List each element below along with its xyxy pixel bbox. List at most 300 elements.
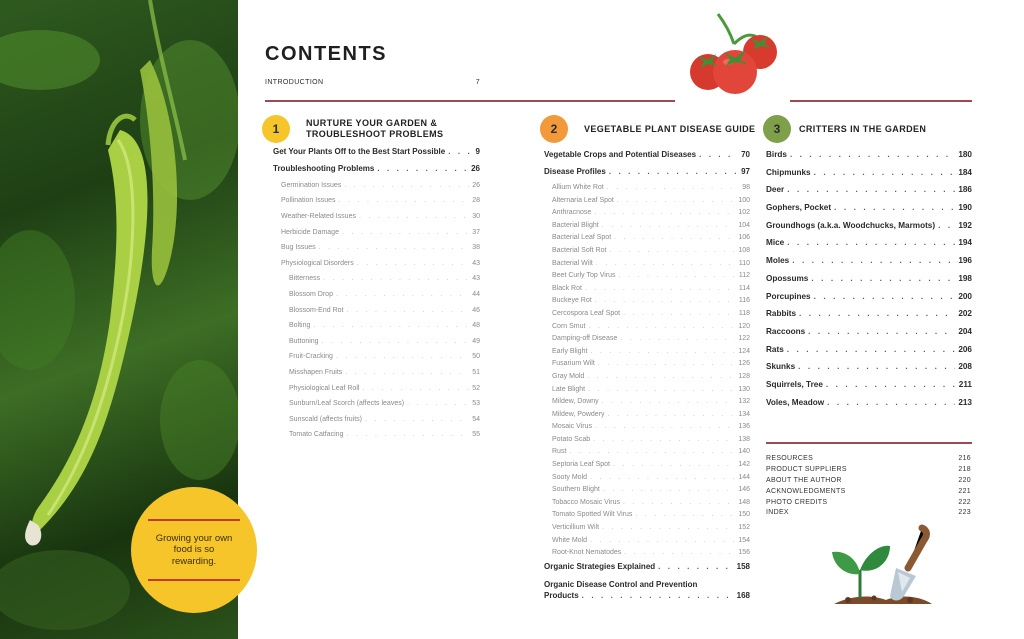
leader-dots — [313, 322, 469, 329]
toc-subentry[interactable] — [544, 486, 750, 499]
toc-subentry[interactable] — [273, 229, 480, 245]
toc-subentry[interactable] — [544, 537, 750, 550]
leader-dots — [323, 275, 469, 282]
toc-entry-title: Allium White Rot — [552, 184, 604, 191]
intro-page: 7 — [475, 79, 480, 86]
toc-entry-page: 9 — [475, 147, 480, 156]
toc-subentry[interactable] — [544, 373, 750, 386]
toc-entry-title: Groundhogs (a.k.a. Woodchucks, Marmots) — [766, 220, 936, 230]
leader-dots — [614, 234, 735, 241]
toc-entry-title: Southern Blight — [552, 486, 600, 494]
section-2-toc — [544, 150, 750, 601]
toc-subentry[interactable] — [273, 385, 480, 401]
toc-entry-title: Voles, Meadow — [766, 397, 825, 407]
leader-dots — [362, 385, 469, 392]
toc-entry-page: 46 — [472, 306, 480, 314]
toc-entry-page: 128 — [738, 372, 750, 380]
toc-subentry[interactable] — [273, 400, 480, 416]
leader-dots — [590, 474, 735, 481]
toc-entry-title: Deer — [766, 185, 785, 195]
toc-entry-title: Organic Strategies Explained — [544, 561, 656, 571]
toc-entry-page: 136 — [738, 423, 750, 431]
toc-entry-title: Bitterness — [289, 275, 321, 283]
toc-entry-title: Sooty Mold — [552, 473, 588, 481]
toc-entry-title: Herbicide Damage — [281, 228, 339, 236]
leader-dots — [595, 297, 736, 304]
toc-entry-title: Vegetable Crops and Potential Diseases — [544, 150, 697, 159]
toc-entry-title: Disease Profiles — [544, 167, 606, 176]
toc-subentry[interactable] — [544, 524, 750, 537]
leader-dots — [596, 260, 736, 267]
toc-subentry[interactable] — [273, 197, 480, 213]
section-1-heading — [262, 115, 443, 143]
leader-dots — [336, 291, 469, 298]
toc-entry-page: 126 — [738, 360, 750, 368]
toc-entry-page: 180 — [958, 150, 972, 159]
toc-subentry[interactable] — [544, 411, 750, 424]
toc-entry-page: 156 — [738, 549, 750, 557]
tomato-icon — [688, 10, 780, 98]
toc-entry-page: 52 — [472, 384, 480, 392]
toc-entry-page: 213 — [958, 397, 972, 407]
toc-subentry[interactable] — [544, 234, 750, 247]
toc-entry-title: Blossom-End Rot — [289, 306, 344, 314]
leader-dots — [787, 185, 955, 194]
toc-entry-page: 192 — [958, 220, 972, 230]
toc-entry-title: Early Blight — [552, 347, 588, 355]
toc-entry-title: Sunburn/Leaf Scorch (affects leaves) — [289, 400, 405, 408]
toc-entry-page: 26 — [471, 164, 480, 174]
toc-entry-page: 122 — [738, 335, 750, 343]
toc-entry-title: Buckeye Rot — [552, 297, 592, 305]
leader-dots — [357, 260, 469, 267]
toc-entry-page: 196 — [958, 256, 972, 266]
toc-subentry[interactable] — [544, 511, 750, 524]
toc-subentry[interactable] — [273, 431, 480, 447]
toc-entry-page: 194 — [958, 238, 972, 248]
toc-entry-page: 26 — [472, 181, 480, 189]
toc-entry-page: 146 — [738, 486, 750, 494]
toc-subentry[interactable] — [273, 213, 480, 229]
toc-entry-title: Squirrels, Tree — [766, 379, 823, 389]
toc-entry-title: Sunscald (affects fruits) — [289, 415, 363, 423]
toc-subentry[interactable] — [544, 348, 750, 361]
leader-dots — [808, 327, 955, 336]
toc-subentry[interactable] — [544, 323, 750, 336]
leader-dots — [590, 348, 735, 355]
toc-entry-page: 152 — [738, 524, 750, 532]
toc-entry-page: 55 — [472, 431, 480, 439]
toc-entry-title: Rabbits — [766, 309, 797, 319]
toc-entry-page: 120 — [738, 322, 750, 330]
toc-entry-title: Fusarium Wilt — [552, 360, 595, 368]
leader-dots — [826, 380, 956, 389]
back-matter-entry[interactable] — [766, 455, 971, 466]
leader-dots — [787, 238, 955, 247]
back-matter-page: 216 — [958, 455, 971, 462]
toc-subentry[interactable] — [544, 335, 750, 348]
toc-subentry[interactable] — [273, 182, 480, 198]
leader-dots — [834, 203, 955, 212]
toc-entry-title: Troubleshooting Problems — [273, 164, 375, 174]
toc-subentry[interactable] — [544, 247, 750, 260]
toc-entry-page: 124 — [738, 347, 750, 355]
sprout-and-trowel-icon — [830, 524, 934, 610]
toc-entry-title: Rats — [766, 344, 784, 354]
toc-entry-page: 184 — [958, 167, 972, 177]
leader-dots — [619, 272, 736, 279]
toc-entry-title: Organic Disease Control and Prevention — [544, 579, 698, 589]
back-matter-entry[interactable] — [766, 477, 971, 488]
toc-entry[interactable] — [766, 203, 972, 221]
leader-dots — [590, 537, 735, 544]
toc-entry-title: Raccoons — [766, 326, 806, 336]
toc-entry-title: Skunks — [766, 362, 796, 372]
toc-subentry[interactable] — [544, 461, 750, 474]
leader-dots — [658, 562, 733, 571]
toc-subentry[interactable] — [273, 369, 480, 385]
leader-dots — [365, 416, 469, 423]
leader-dots — [613, 461, 735, 468]
toc-subentry[interactable] — [544, 423, 750, 436]
toc-subentry[interactable] — [544, 272, 750, 285]
leader-dots — [623, 499, 735, 506]
toc-entry-page: 53 — [472, 400, 480, 408]
toc-entry[interactable] — [766, 221, 972, 239]
quote-rule-top — [148, 519, 240, 521]
toc-subentry[interactable] — [544, 310, 750, 323]
toc-subentry[interactable] — [273, 322, 480, 338]
toc-entry-page: 102 — [738, 209, 750, 217]
toc-entry-title: Tobacco Mosaic Virus — [552, 498, 620, 506]
back-matter-label: RESOURCES — [766, 455, 814, 462]
toc-entry-title: White Mold — [552, 536, 588, 544]
toc-entry-page: 43 — [472, 275, 480, 283]
toc-subentry[interactable] — [273, 275, 480, 291]
toc-subentry[interactable] — [544, 386, 750, 399]
leader-dots — [585, 285, 736, 292]
toc-entry-title: Bacterial Leaf Spot — [552, 234, 612, 242]
toc-entry[interactable] — [766, 274, 972, 292]
toc-entry-title: Blossom Drop — [289, 290, 333, 298]
toc-entry-title: Septoria Leaf Spot — [552, 461, 610, 469]
toc-entry-page: 37 — [472, 228, 480, 236]
toc-subentry[interactable] — [273, 260, 480, 276]
toc-entry-page: 112 — [738, 272, 750, 280]
section-2-title: VEGETABLE PLANT DISEASE GUIDE — [584, 123, 756, 134]
back-matter-label: PRODUCT SUPPLIERS — [766, 465, 847, 473]
toc-entry-title: Tomato Spotted Wilt Virus — [552, 511, 633, 519]
toc-entry-page: 38 — [472, 244, 480, 252]
leader-dots — [319, 244, 470, 251]
toc-subentry[interactable] — [273, 307, 480, 323]
toc-entry-title: Bolting — [289, 322, 311, 330]
leader-dots — [377, 164, 468, 173]
toc-entry-title: Bug Issues — [281, 244, 316, 252]
toc-entry-title: Chipmunks — [766, 167, 811, 177]
section-3-title: CRITTERS IN THE GARDEN — [799, 123, 927, 134]
toc-subentry[interactable] — [544, 360, 750, 373]
intro-entry[interactable] — [265, 79, 480, 86]
toc-entry-page: 158 — [736, 561, 750, 571]
intro-label: INTRODUCTION — [265, 79, 324, 86]
toc-entry-page: 104 — [738, 221, 750, 229]
leader-dots — [624, 549, 735, 556]
toc-entry-page: 44 — [472, 290, 480, 298]
toc-subentry[interactable] — [544, 436, 750, 449]
leader-dots — [322, 338, 470, 345]
toc-entry-page: 100 — [738, 196, 750, 204]
back-matter-page: 222 — [958, 498, 971, 506]
toc-entry-title: Cercospora Leaf Spot — [552, 309, 621, 317]
leader-dots — [359, 213, 469, 220]
toc-entry-title: Potato Scab — [552, 435, 591, 443]
quote-rule-bottom — [148, 579, 240, 581]
leader-dots — [603, 486, 735, 493]
leader-dots — [609, 167, 738, 176]
toc-entry-page: 138 — [738, 435, 750, 443]
back-matter-page: 223 — [958, 509, 971, 517]
toc-entry-page: 114 — [738, 284, 750, 292]
toc-entry-title: Physiological Disorders — [281, 259, 354, 267]
toc-entry[interactable] — [766, 309, 972, 327]
leader-dots — [787, 345, 956, 354]
leader-dots — [588, 323, 735, 330]
toc-entry-title: Bacterial Blight — [552, 221, 599, 229]
toc-entry-title: Mosaic Virus — [552, 423, 592, 431]
leader-dots — [938, 221, 955, 230]
section-3-badge: 3 — [763, 115, 791, 143]
leader-dots — [342, 229, 469, 236]
toc-entry[interactable] — [273, 164, 480, 181]
toc-entry-page: 202 — [958, 309, 972, 319]
toc-subentry[interactable] — [544, 474, 750, 487]
toc-entry-title: Alternaria Leaf Spot — [552, 196, 614, 204]
toc-subentry[interactable] — [544, 260, 750, 273]
toc-entry-page: 206 — [958, 344, 972, 354]
leader-dots — [609, 247, 735, 254]
toc-entry-title: Mice — [766, 238, 785, 248]
page-title: CONTENTS — [265, 43, 387, 65]
leader-dots — [635, 511, 735, 518]
toc-entry-title: Get Your Plants Off to the Best Start Possible — [273, 147, 446, 156]
back-matter-entry[interactable] — [766, 466, 971, 477]
leader-dots — [346, 307, 469, 314]
toc-entry-page: 150 — [738, 511, 750, 519]
toc-subentry[interactable] — [273, 353, 480, 369]
section-3-toc — [766, 150, 972, 415]
toc-entry-page: 211 — [958, 379, 972, 389]
toc-entry[interactable] — [544, 562, 750, 579]
toc-entry-title: Porcupines — [766, 291, 811, 301]
leader-dots — [617, 197, 735, 204]
toc-entry-title: Physiological Leaf Roll — [289, 384, 360, 392]
leader-dots — [623, 310, 736, 317]
toc-entry-page: 43 — [472, 259, 480, 267]
toc-entry-page: 140 — [738, 448, 750, 456]
toc-entry-title: Bacterial Soft Rot — [552, 246, 607, 254]
section-1-badge: 1 — [262, 115, 290, 143]
leader-dots — [814, 292, 956, 301]
leader-dots — [582, 591, 734, 600]
toc-entry-page: 168 — [736, 591, 750, 601]
toc-entry[interactable] — [544, 579, 750, 601]
toc-subentry[interactable] — [544, 398, 750, 411]
toc-subentry[interactable] — [544, 184, 750, 197]
toc-subentry[interactable] — [544, 197, 750, 210]
toc-entry-page: 190 — [958, 203, 972, 213]
leader-dots — [827, 398, 955, 407]
toc-entry[interactable] — [766, 150, 972, 168]
leader-dots — [594, 209, 735, 216]
toc-subentry[interactable] — [544, 209, 750, 222]
leader-dots — [602, 398, 736, 405]
toc-entry-page: 98 — [742, 184, 750, 191]
toc-entry[interactable] — [766, 345, 972, 363]
back-matter-page: 218 — [958, 465, 971, 473]
toc-entry[interactable] — [766, 256, 972, 274]
rule-right — [790, 100, 972, 102]
leader-dots — [602, 222, 736, 229]
leader-dots — [345, 369, 469, 376]
toc-entry-title: Pollination Issues — [281, 197, 336, 205]
section-2-badge: 2 — [540, 115, 568, 143]
leader-dots — [588, 386, 735, 393]
toc-subentry[interactable] — [273, 416, 480, 432]
toc-entry-title: Weather-Related Issues — [281, 212, 356, 220]
toc-entry-page: 50 — [472, 353, 480, 361]
leader-dots — [792, 256, 955, 265]
rule-back-matter — [766, 442, 972, 444]
toc-entry-page: 110 — [738, 259, 750, 267]
toc-entry-title: Opossums — [766, 273, 809, 283]
toc-subentry[interactable] — [273, 291, 480, 307]
toc-entry-title: Bacterial Wilt — [552, 259, 593, 267]
toc-entry[interactable] — [766, 380, 972, 398]
section-1-title: NURTURE YOUR GARDEN & TROUBLESHOOT PROBLEMS — [306, 118, 444, 139]
leader-dots — [344, 182, 469, 189]
toc-entry[interactable] — [766, 362, 972, 380]
toc-entry-title: Root-Knot Nematodes — [552, 549, 622, 557]
toc-entry-page: 134 — [738, 410, 750, 418]
back-matter-label: ABOUT THE AUTHOR — [766, 476, 842, 484]
leader-dots — [346, 431, 469, 438]
back-matter-label: INDEX — [766, 509, 789, 517]
toc-subentry[interactable] — [544, 297, 750, 310]
toc-entry-title: Gophers, Pocket — [766, 203, 832, 213]
back-matter-entry[interactable] — [766, 488, 971, 499]
back-matter-page: 221 — [958, 487, 971, 495]
toc-entry[interactable] — [544, 150, 750, 167]
toc-entry-title: Germination Issues — [281, 181, 342, 189]
toc-subentry[interactable] — [544, 499, 750, 512]
toc-entry[interactable] — [766, 238, 972, 256]
toc-entry-title: Mildew, Downy — [552, 398, 599, 406]
toc-entry-page: 186 — [958, 185, 972, 195]
back-matter-label: PHOTO CREDITS — [766, 498, 828, 506]
section-3-heading — [763, 115, 926, 143]
toc-entry-title: Moles — [766, 256, 790, 266]
back-matter-list — [766, 455, 971, 520]
section-2-heading — [540, 115, 755, 143]
toc-entry-title: Tomato Catfacing — [289, 431, 344, 439]
leader-dots — [595, 423, 735, 430]
toc-entry-page: 148 — [738, 498, 750, 506]
toc-entry-title: Birds — [766, 150, 787, 159]
toc-entry-title: Verticillium Wilt — [552, 524, 600, 532]
toc-entry-title: Misshapen Fruits — [289, 368, 343, 376]
leader-dots — [407, 400, 469, 407]
toc-entry-page: 116 — [738, 297, 750, 305]
leader-dots — [608, 411, 736, 418]
toc-entry-page: 54 — [472, 415, 480, 423]
toc-entry-page: 198 — [958, 273, 972, 283]
back-matter-entry[interactable] — [766, 509, 971, 520]
pull-quote-text: Growing your own food is so rewarding. — [155, 532, 233, 567]
leader-dots — [798, 362, 955, 371]
toc-subentry[interactable] — [544, 222, 750, 235]
leader-dots — [587, 373, 735, 380]
toc-entry[interactable] — [766, 398, 972, 416]
toc-entry[interactable] — [273, 147, 480, 164]
toc-entry-page: 142 — [738, 461, 750, 469]
toc-entry-page: 51 — [472, 368, 480, 376]
toc-entry[interactable] — [766, 185, 972, 203]
toc-entry-page: 130 — [738, 385, 750, 393]
back-matter-label: ACKNOWLEDGMENTS — [766, 487, 846, 495]
toc-entry-title: Anthracnose — [552, 209, 592, 217]
toc-entry-page: 204 — [958, 326, 972, 336]
toc-subentry[interactable] — [544, 448, 750, 461]
leader-dots — [593, 436, 735, 443]
leader-dots — [569, 448, 735, 455]
toc-entry[interactable] — [544, 167, 750, 184]
toc-entry-title: Mildew, Powdery — [552, 410, 605, 418]
toc-entry-title: Rust — [552, 448, 567, 456]
back-matter-entry[interactable] — [766, 499, 971, 510]
toc-entry-page: 154 — [738, 536, 750, 544]
leader-dots — [799, 309, 955, 318]
toc-entry-title: Beet Curly Top Virus — [552, 272, 616, 280]
toc-entry[interactable] — [766, 292, 972, 310]
toc-entry-page: 30 — [472, 212, 480, 220]
leader-dots — [699, 150, 738, 159]
toc-subentry[interactable] — [273, 338, 480, 354]
toc-entry-title: Damping-off Disease — [552, 335, 618, 343]
toc-entry[interactable] — [766, 168, 972, 186]
toc-entry-page: 118 — [738, 309, 750, 317]
toc-entry-page: 132 — [738, 398, 750, 406]
leader-dots — [814, 168, 956, 177]
leader-dots — [620, 335, 735, 342]
toc-entry-title: Corn Smut — [552, 322, 586, 330]
toc-entry-title: Buttoning — [289, 337, 319, 345]
leader-dots — [790, 150, 955, 159]
toc-entry-title: Fruit-Cracking — [289, 353, 333, 361]
leader-dots — [607, 184, 739, 191]
toc-entry-page: 200 — [958, 291, 972, 301]
toc-subentry[interactable] — [544, 549, 750, 562]
leader-dots — [448, 147, 472, 156]
toc-entry-page: 108 — [738, 246, 750, 254]
toc-subentry[interactable] — [273, 244, 480, 260]
leader-dots — [338, 197, 469, 204]
pull-quote-circle — [131, 487, 257, 613]
section-1-toc — [273, 147, 480, 447]
toc-entry-page: 97 — [741, 167, 750, 176]
toc-entry[interactable] — [766, 327, 972, 345]
toc-subentry[interactable] — [544, 285, 750, 298]
